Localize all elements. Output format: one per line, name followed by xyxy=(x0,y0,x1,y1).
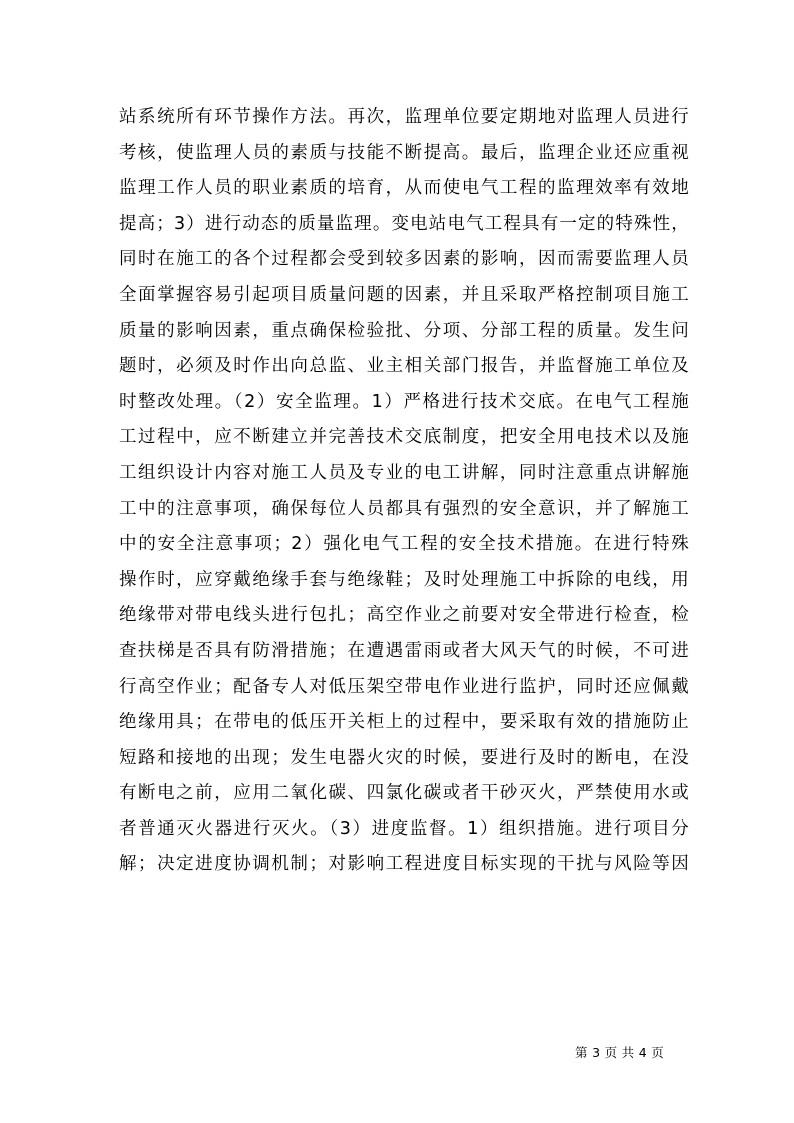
text-line: 绝缘带对带电线头进行包扎；高空作业之前要对安全带进行检查，检 xyxy=(119,605,689,626)
text-line: 题时，必须及时作出向总监、业主相关部门报告，并监督施工单位及 xyxy=(119,356,689,377)
text-line: 有断电之前，应用二氧化碳、四氯化碳或者干砂灭火，严禁使用水或 xyxy=(119,783,689,804)
text-line: 同时在施工的各个过程都会受到较多因素的影响，因而需要监理人员 xyxy=(119,249,689,270)
page-footer: 第 3 页 共 4 页 xyxy=(575,1045,665,1060)
text-line: 考核，使监理人员的素质与技能不断提高。最后，监理企业还应重视 xyxy=(119,142,689,163)
text-line: 站系统所有环节操作方法。再次，监理单位要定期地对监理人员进行 xyxy=(119,107,689,127)
text-line: 工组织设计内容对施工人员及专业的电工讲解，同时注意重点讲解施 xyxy=(119,462,689,483)
text-line: 解；决定进度协调机制；对影响工程进度目标实现的干扰与风险等因 xyxy=(119,854,689,875)
text-line: 短路和接地的出现；发生电器火灾的时候，要进行及时的断电，在没 xyxy=(119,747,689,768)
text-line: 时整改处理。（2）安全监理。1）严格进行技术交底。在电气工程施 xyxy=(119,391,689,412)
text-line: 中的安全注意事项；2）强化电气工程的安全技术措施。在进行特殊 xyxy=(119,534,689,555)
body-text xyxy=(119,100,689,883)
text-line: 工过程中，应不断建立并完善技术交底制度，把安全用电技术以及施 xyxy=(119,427,689,448)
text-line: 查扶梯是否具有防滑措施；在遭遇雷雨或者大风天气的时候，不可进 xyxy=(119,640,689,661)
text-line: 操作时，应穿戴绝缘手套与绝缘鞋；及时处理施工中拆除的电线，用 xyxy=(119,569,689,590)
text-line: 全面掌握容易引起项目质量问题的因素，并且采取严格控制项目施工 xyxy=(119,284,689,305)
text-line: 质量的影响因素，重点确保检验批、分项、分部工程的质量。发生问 xyxy=(119,320,689,341)
text-line: 绝缘用具；在带电的低压开关柜上的过程中，要采取有效的措施防止 xyxy=(119,712,689,733)
text-line: 行高空作业；配备专人对低压架空带电作业进行监护，同时还应佩戴 xyxy=(119,676,689,697)
text-line: 工中的注意事项，确保每位人员都具有强烈的安全意识，并了解施工 xyxy=(119,498,689,519)
text-line: 监理工作人员的职业素质的培育，从而使电气工程的监理效率有效地 xyxy=(119,178,689,199)
text-line: 提高；3）进行动态的质量监理。变电站电气工程具有一定的特殊性， xyxy=(119,213,689,234)
text-line: 者普通灭火器进行灭火。（3）进度监督。1）组织措施。进行项目分 xyxy=(119,818,689,839)
